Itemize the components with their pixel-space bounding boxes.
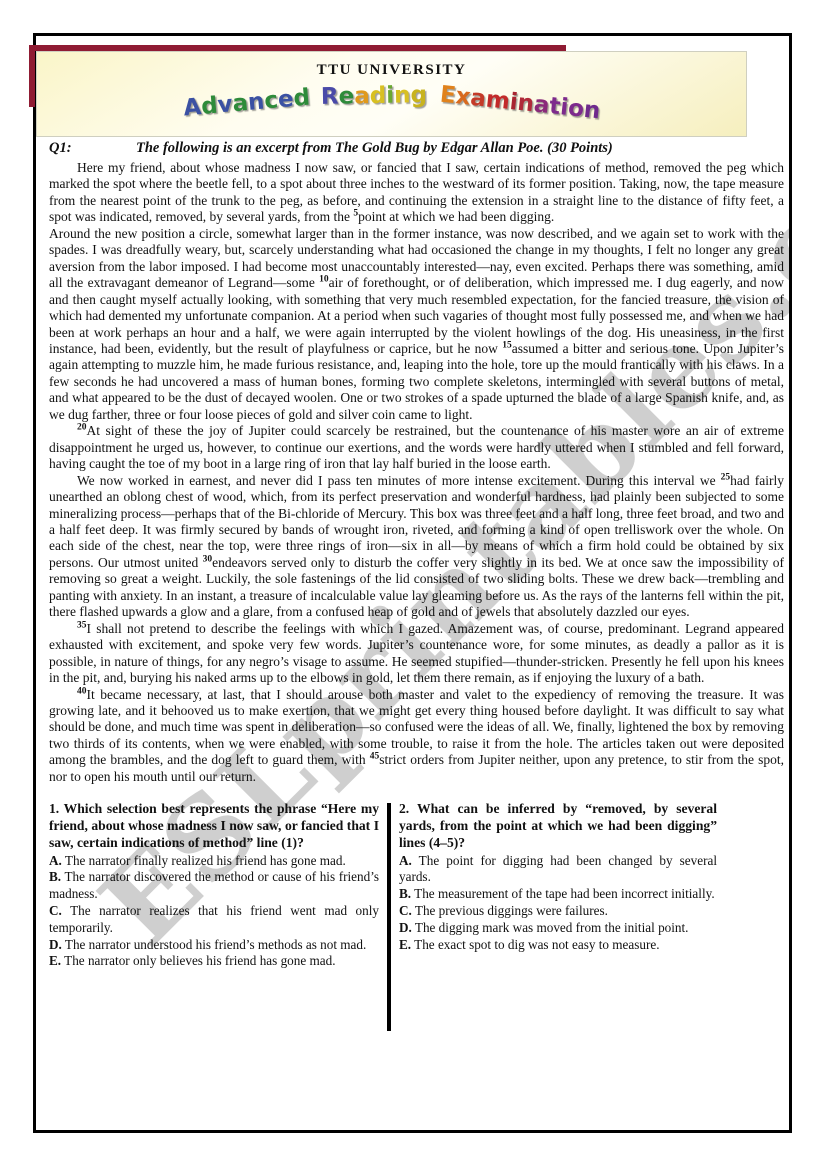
passage-paragraph: $^{20}$At sight of these the joy of Jupiter could scarcely be restrained, but the countenance of his master wore an air of extreme disappointment he urged us, however, to continue our exertions, and the words were hardly uttered when I stumbled and fell forward, having caught the toe of my boot in a large ring of iron that lay half buried in the loose earth. xyxy=(49,422,784,472)
wordart-letter: a xyxy=(354,83,371,110)
option-label: D. xyxy=(49,936,62,952)
wordart-word xyxy=(182,85,311,122)
line-number-superscript: 35 xyxy=(77,620,87,631)
answer-option: E. The narrator only believes his friend has gone mad. xyxy=(49,953,336,969)
question-1-column xyxy=(49,801,379,970)
university-title: TTU UNIVERSITY xyxy=(316,62,467,78)
question-stem: 2. What can be inferred by “removed, by several yards, from the point at which we had been digging” lines (4–5)? xyxy=(399,801,717,850)
wordart-letter: d xyxy=(199,92,219,120)
question-instruction: The following is an excerpt from The Gold Bug by Edgar Allan Poe. (30 Points) xyxy=(136,140,613,156)
wordart-letter: n xyxy=(515,89,535,118)
answer-option: A. The narrator finally realized his friend has gone mad. xyxy=(49,852,346,868)
wordart-letter: n xyxy=(582,96,602,125)
wordart-letter: d xyxy=(291,84,311,112)
questions-section xyxy=(36,801,789,1031)
line-number-superscript: 15 xyxy=(502,340,512,351)
wordart-letter: i xyxy=(558,94,570,121)
line-number-superscript: 45 xyxy=(369,751,380,762)
answer-option: B. The narrator discovered the method or cause of his friend’s madness. xyxy=(49,869,379,902)
answer-option: E. The exact spot to dig was not easy to measure. xyxy=(399,936,660,952)
left-accent-bar xyxy=(29,45,35,107)
wordart-letter: n xyxy=(246,88,266,116)
question-header xyxy=(36,138,789,158)
wordart-word xyxy=(438,82,601,125)
answer-option: A. The point for digging had been changed by several yards. xyxy=(399,852,717,885)
wordart-letter: e xyxy=(338,83,355,110)
line-number-superscript: 20 xyxy=(77,422,87,433)
wordart-letter: e xyxy=(276,85,295,114)
line-number-superscript: 10 xyxy=(319,274,329,285)
wordart-letter: d xyxy=(370,82,387,110)
wordart-letter: E xyxy=(438,81,457,110)
wordart-letter: A xyxy=(181,94,202,122)
exam-title-wordart xyxy=(37,81,746,125)
answer-option: D. The digging mark was moved from the initial point. xyxy=(399,919,689,935)
reading-passage xyxy=(36,158,789,785)
answer-option: B. The measurement of the tape had been incorrect initially. xyxy=(399,886,715,902)
answer-option: C. The narrator realizes that his friend went mad only temporarily. xyxy=(49,903,379,935)
passage-paragraph: Here my friend, about whose madness I now saw, or fancied that I saw, certain indications of method, removed the peg which marked the spot where the beetle fell, to a spot about three inches to the westward of its former position. Taking, now, the tape measure from the nearest point of the trunk to the peg, as before, and continuing the extension in a straight line to the distance of fifty feet, a spot was indicated, removed, by several yards, from the $^5$point at which we had been digging. xyxy=(49,160,784,225)
top-accent-bar xyxy=(29,45,566,51)
line-number-superscript: 5 xyxy=(353,208,359,219)
question-number-label: Q1: xyxy=(49,140,72,156)
question-stem: 1. Which selection best represents the phrase “Here my friend, about whose madness I now saw, or fancied that I saw, certain indications of method” line (1)? xyxy=(49,801,379,850)
wordart-letter: a xyxy=(532,91,551,119)
answer-option: C. The previous diggings were failures. xyxy=(399,903,608,918)
wordart-letter: i xyxy=(507,88,519,116)
passage-paragraph: $^{40}$It became necessary, at last, that I should arouse both master and valet to the expediency of removing the treasure. It was growing late, and it behooved us to make exertion, that we might get every thing housed before daylight. It was difficult to say what should be done, and much time was spent in deliberation—so confused were the ideas of all. We, finally, lightened the box by removing two thirds of its contents, when we were enabled, with some trouble, to raise it from the hole. The articles taken out were deposited among the brambles, and the dog left to guard them, with $^{45}$strict orders from Jupiter neither, upon any pretence, to stir from the spot, nor to open his mouth until our return. xyxy=(49,686,784,784)
page-content xyxy=(36,36,789,1130)
wordart-letter: g xyxy=(410,82,428,109)
wordart-letter: a xyxy=(468,84,487,113)
passage-paragraph: We now worked in earnest, and never did I pass ten minutes of more intense excitement. During this interval we $^{25}$had fairly unearthed an oblong chest of wood, which, from its perfect preservation and wonderful hardness, had plainly been subjected to some mineralizing process—perhaps that of the Bi-chloride of Mercury. This box was three feet and a half long, three feet broad, and two and a half feet deep. It was firmly secured by bands of wrought iron, riveted, and forming a kind of open trelliswork over the whole. On each side of the chest, near the top, were three rings of iron—six in all—by means of which a firm hold could be obtained by six persons. Our utmost united $^{30}$endeavors served only to disturb the coffer very slightly in its bed. We at once saw the impossibility of removing so great a weight. Luckily, the sole fastenings of the lid consisted of two sliding bolts. These we drew back—trembling and panting with anxiety. In an instant, a treasure of incalculable value lay gleaming before us. As the rays of the lanterns fell within the pit, there flashed upwards a glow and a glare, from a confused heap of gold and of jewels that absolutely dazzled our eyes. xyxy=(49,472,784,620)
wordart-word xyxy=(321,82,428,110)
option-label: C. xyxy=(399,903,412,918)
option-label: B. xyxy=(399,886,412,902)
wordart-letter: o xyxy=(566,95,585,123)
line-number-superscript: 40 xyxy=(77,686,87,696)
option-label: A. xyxy=(49,852,62,868)
wordart-letter: m xyxy=(484,86,511,115)
option-label: E. xyxy=(49,953,62,969)
wordart-letter: R xyxy=(321,83,340,110)
wordart-letter: n xyxy=(394,82,412,109)
option-label: D. xyxy=(399,919,412,935)
option-label: E. xyxy=(399,936,412,952)
question-2-column xyxy=(399,801,717,953)
column-divider xyxy=(387,803,391,1031)
option-label: B. xyxy=(49,869,62,885)
line-number-superscript: 30 xyxy=(202,554,213,565)
wordart-letter: v xyxy=(216,91,234,119)
passage-paragraph: $^{35}$I shall not pretend to describe the feelings with which I gazed. Amazement was, of course, predominant. Legrand appeared exhausted with excitement, and spoke very few words. Jupiter’s countenance wore, for some minutes, as deadly a pallor as it is possible, in nature of things, for any negro’s visage to assume. He seemed stupified—thunder-stricken. Presently he fell upon his knees in the pit, and, burying his naked arms up to the elbows in gold, let them there remain, as if enjoying the luxury of a bath. xyxy=(49,620,784,686)
option-label: A. xyxy=(399,852,412,868)
wordart-letter: a xyxy=(231,89,249,118)
exam-banner xyxy=(36,51,747,137)
wordart-letter: x xyxy=(453,83,472,111)
wordart-letter: t xyxy=(547,93,562,121)
option-label: C. xyxy=(49,903,62,918)
wordart-letter: c xyxy=(262,87,279,115)
line-number-superscript: 25 xyxy=(720,472,731,483)
passage-paragraph: Around the new position a circle, somewhat larger than in the former instance, was now described, and we again set to work with the spades. I was dreadfully weary, but, scarcely understanding what had occasioned the change in my thoughts, I felt no longer any great aversion from the labor imposed. I had become most unaccountably interested—nay, even excited. Perhaps there was something, amid all the extravagant demeanor of Legrand—some $^{10}$air of forethought, or of deliberation, which impressed me. I dug eagerly, and now and then caught myself actually looking, with something that very much resembled expectation, for the fancied treasure, the vision of which had demented my unfortunate companion. At a period when such vagaries of thought most fully possessed me, and when we had been at work perhaps an hour and a half, we were again interrupted by the violent howlings of the dog. His uneasiness, in the first instance, had been, evidently, but the result of playfulness or caprice, but he now $^{15}$assumed a bitter and serious tone. Upon Jupiter’s again attempting to muzzle him, he made furious resistance, and, leaping into the hole, tore up the mould frantically with his claws. In a few seconds he had uncovered a mass of human bones, forming two complete skeletons, intermingled with several buttons of metal, and what appeared to be the dust of decayed woolen. One or two strokes of a spade upturned the blade of a large Spanish knife, and, as we dug farther, three or four loose pieces of gold and silver coin came to light. xyxy=(49,225,784,422)
answer-option: D. The narrator understood his friend’s methods as not mad. xyxy=(49,936,367,952)
wordart-letter: i xyxy=(386,82,395,109)
